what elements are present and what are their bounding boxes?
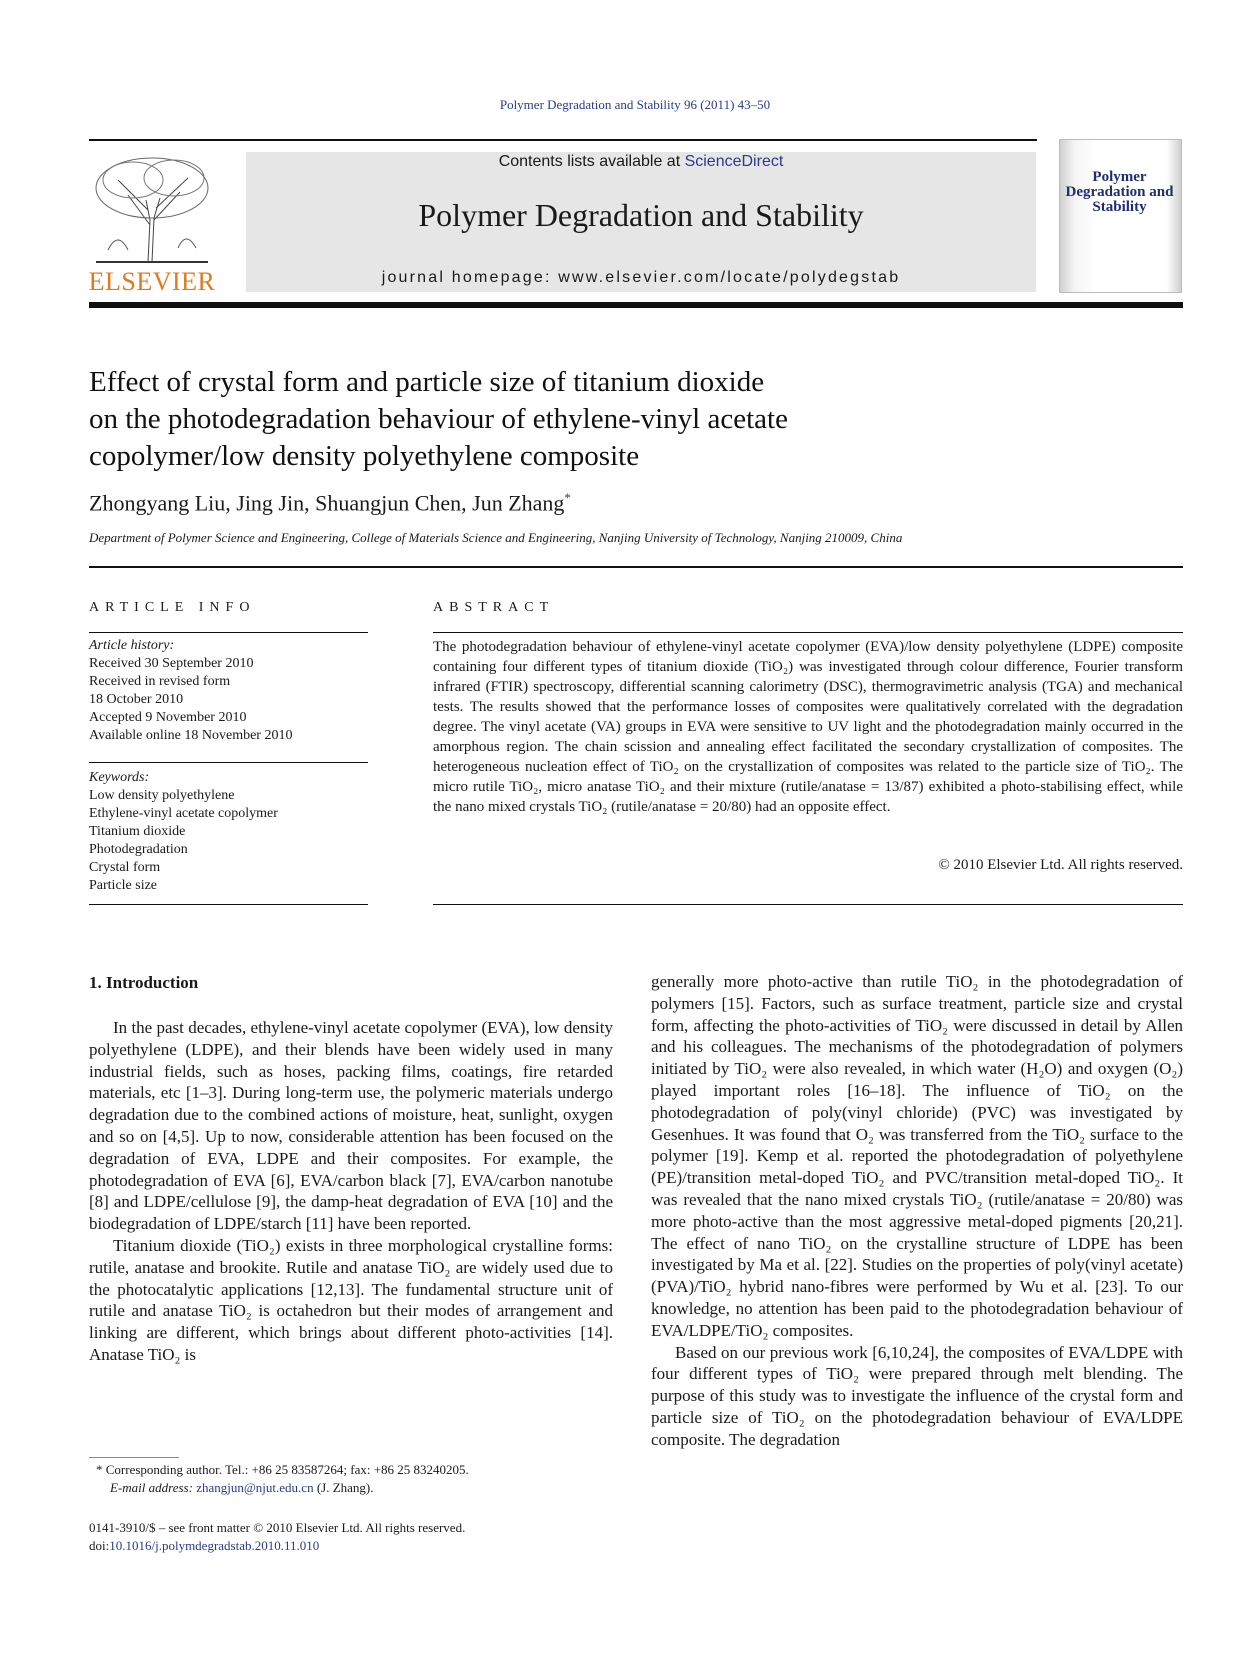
email-link[interactable]: zhangjun@njut.edu.cn — [196, 1480, 314, 1495]
corresponding-author-note: * Corresponding author. Tel.: +86 25 83587264; fax: +86 25 83240205. — [96, 1462, 469, 1477]
doi-link[interactable]: 10.1016/j.polymdegradstab.2010.11.010 — [109, 1538, 320, 1553]
body-column-right — [651, 971, 1183, 1451]
keyword: Photodegradation — [89, 842, 188, 857]
article-info-heading: ARTICLE INFO — [89, 600, 256, 615]
keyword: Crystal form — [89, 860, 161, 875]
email-suffix: (J. Zhang). — [313, 1480, 374, 1495]
keyword: Ethylene-vinyl acetate copolymer — [89, 806, 278, 821]
footnote — [96, 1461, 616, 1497]
divider — [433, 632, 1183, 633]
history-label: Article history: — [89, 638, 175, 653]
divider — [89, 632, 368, 633]
doi-label: doi: — [89, 1538, 110, 1553]
body-paragraph: In the past decades, ethylene-vinyl acetate copolymer (EVA), low density polyethylene (LDPE), and their blends have been widely used in many industrial fields, such as hoses, packing films, coatings, fire retarded materials, etc [1–3]. During long-term use, the polymeric materials undergo degradation due to the combined actions of moisture, heat, sunlight, oxygen and so on [4,5]. Up to now, considerable attention has been focused on the degradation of EVA, LDPE and their composites. For example, the photodegradation of EVA [6], EVA/carbon black [7], EVA/carbon nanotube [8] and LDPE/cellulose [9], the damp-heat degradation of EVA [10] and the biodegradation of LDPE/starch [11] have been reported. — [89, 1018, 613, 1234]
keywords-label: Keywords: — [89, 770, 150, 785]
abstract-copyright: © 2010 Elsevier Ltd. All rights reserved. — [938, 857, 1183, 873]
affiliation: Department of Polymer Science and Engineering, College of Materials Science and Engineering, Nanjing University of Technology, Nanjing 210009, China — [89, 530, 903, 545]
article-history — [89, 637, 368, 745]
keyword: Low density polyethylene — [89, 788, 235, 803]
body-paragraph: Based on our previous work [6,10,24], the composites of EVA/LDPE with four different types of TiO₂ were prepared through melt blending. The purpose of this study was to investigate the influence of the crystal form and particle size of TiO₂ on the photodegradation behaviour of EVA/LDPE composite. The degradation — [651, 1342, 1183, 1449]
journal-homepage[interactable]: journal homepage: www.elsevier.com/locate/polydegstab — [381, 269, 901, 286]
front-matter — [89, 1519, 465, 1555]
history-item: Accepted 9 November 2010 — [89, 710, 247, 725]
keywords — [89, 769, 368, 895]
keyword: Particle size — [89, 878, 158, 893]
divider — [433, 904, 1183, 905]
history-item: Available online 18 November 2010 — [89, 728, 293, 743]
header-thick-rule — [89, 302, 1183, 308]
body-paragraph: generally more photo-active than rutile TiO₂ in the photodegradation of polymers [15]. Factors, such as surface treatment, particle size and crystal form, affecting the photo-activities of TiO₂ were discussed in detail by Allen and his colleagues. The mechanisms of the photodegradation of polymers initiated by TiO₂ were also revealed, in which water (H₂O) and oxygen (O₂) played important roles [16–18]. The influence of TiO₂ on the photodegradation of poly(vinyl chloride) (PVC) was investigated by Gesenhues. It was found that O₂ was transferred from the TiO₂ surface to the polymer [19]. Kemp et al. reported the photodegradation of polyethylene (PE)/transition metal-doped TiO₂ and PVC/transition metal-doped TiO₂. It was revealed that the nano mixed crystals TiO₂ (rutile/anatase = 20/80) was more photo-active than the most aggressive metal-doped pigments [20,21]. The effect of nano TiO₂ on the crystalline structure of LDPE has been investigated by Ma et al. [22]. Studies on the properties of poly(vinyl acetate) (PVA)/TiO₂ hybrid nano-fibres were performed by Wu et al. [23]. To our knowledge, no attention has been paid to the photodegradation behaviour of EVA/LDPE/TiO₂ composites. — [651, 972, 1183, 1340]
top-rule — [89, 139, 1037, 141]
author-list — [89, 490, 571, 516]
email-label: E-mail address: — [110, 1480, 197, 1495]
title-line: Effect of crystal form and particle size of titanium dioxide — [89, 366, 765, 398]
author-names: Zhongyang Liu, Jing Jin, Shuangjun Chen, Jun Zhang — [89, 490, 565, 516]
elsevier-wordmark: ELSEVIER — [88, 267, 216, 296]
corresponding-mark[interactable]: * — [564, 490, 571, 505]
history-item: Received 30 September 2010 — [89, 656, 254, 671]
contents-line — [246, 153, 1036, 171]
divider — [89, 762, 368, 763]
cover-title: Polymer Degradation and Stability — [1065, 169, 1174, 215]
history-item: 18 October 2010 — [89, 692, 184, 707]
journal-reference-link[interactable]: Polymer Degradation and Stability 96 (2011) 43–50 — [499, 97, 771, 112]
section-heading-introduction: 1. Introduction — [89, 973, 199, 992]
sciencedirect-link[interactable]: ScienceDirect — [684, 153, 784, 170]
footnote-rule — [89, 1457, 179, 1458]
journal-title: Polymer Degradation and Stability — [418, 197, 864, 233]
body-paragraph: Titanium dioxide (TiO₂) exists in three morphological crystalline forms: rutile, anatase and brookite. Rutile and anatase TiO₂ are widely used due to the photocatalytic applications [12,13]. The fundamental structure unit of rutile and anatase TiO₂ is octahedron but their modes of arrangement and linking are different, which brings about different photo-activities [14]. Anatase TiO₂ is — [89, 1235, 613, 1364]
divider — [89, 904, 368, 905]
abstract-text: The photodegradation behaviour of ethylene-vinyl acetate copolymer (EVA)/low density polyethylene (LDPE) composite containing four different types of titanium dioxide (TiO₂) was investigated through colour difference, Fourier transform infrared (FTIR) spectroscopy, differential scanning calorimetry (DSC), thermogravimetric analysis (TGA) and mechanical tests. The results showed that the performance losses of composites were qualitatively correlated with the degradation degree. The vinyl acetate (VA) groups in EVA were sensitive to UV light and the photodegradation mainly occurred in the amorphous region. The chain scission and annealing effect facilitated the secondary crystallization of composites. The heterogeneous nucleation effect of TiO₂ on the crystallization of composites was related to the particle size of TiO₂. The micro rutile TiO₂, micro anatase TiO₂ and their mixture (rutile/anatase = 13/87) exhibited a photo-stabilising effect, while the nano mixed crystals TiO₂ (rutile/anatase = 20/80) had an opposite effect. — [433, 639, 1183, 815]
contents-prefix: Contents lists available at — [498, 153, 685, 170]
article-title — [89, 364, 1039, 475]
keyword: Titanium dioxide — [89, 824, 186, 839]
section-rule — [89, 566, 1183, 568]
title-line: on the photodegradation behaviour of ethylene-vinyl acetate — [89, 403, 788, 435]
body-column-left — [89, 1017, 613, 1366]
journal-cover-image — [1059, 139, 1182, 293]
history-item: Received in revised form — [89, 674, 231, 689]
title-line: copolymer/low density polyethylene composite — [89, 440, 640, 472]
issn-line: 0141-3910/$ – see front matter © 2010 Elsevier Ltd. All rights reserved. — [89, 1520, 466, 1535]
abstract-heading: ABSTRACT — [433, 600, 555, 615]
